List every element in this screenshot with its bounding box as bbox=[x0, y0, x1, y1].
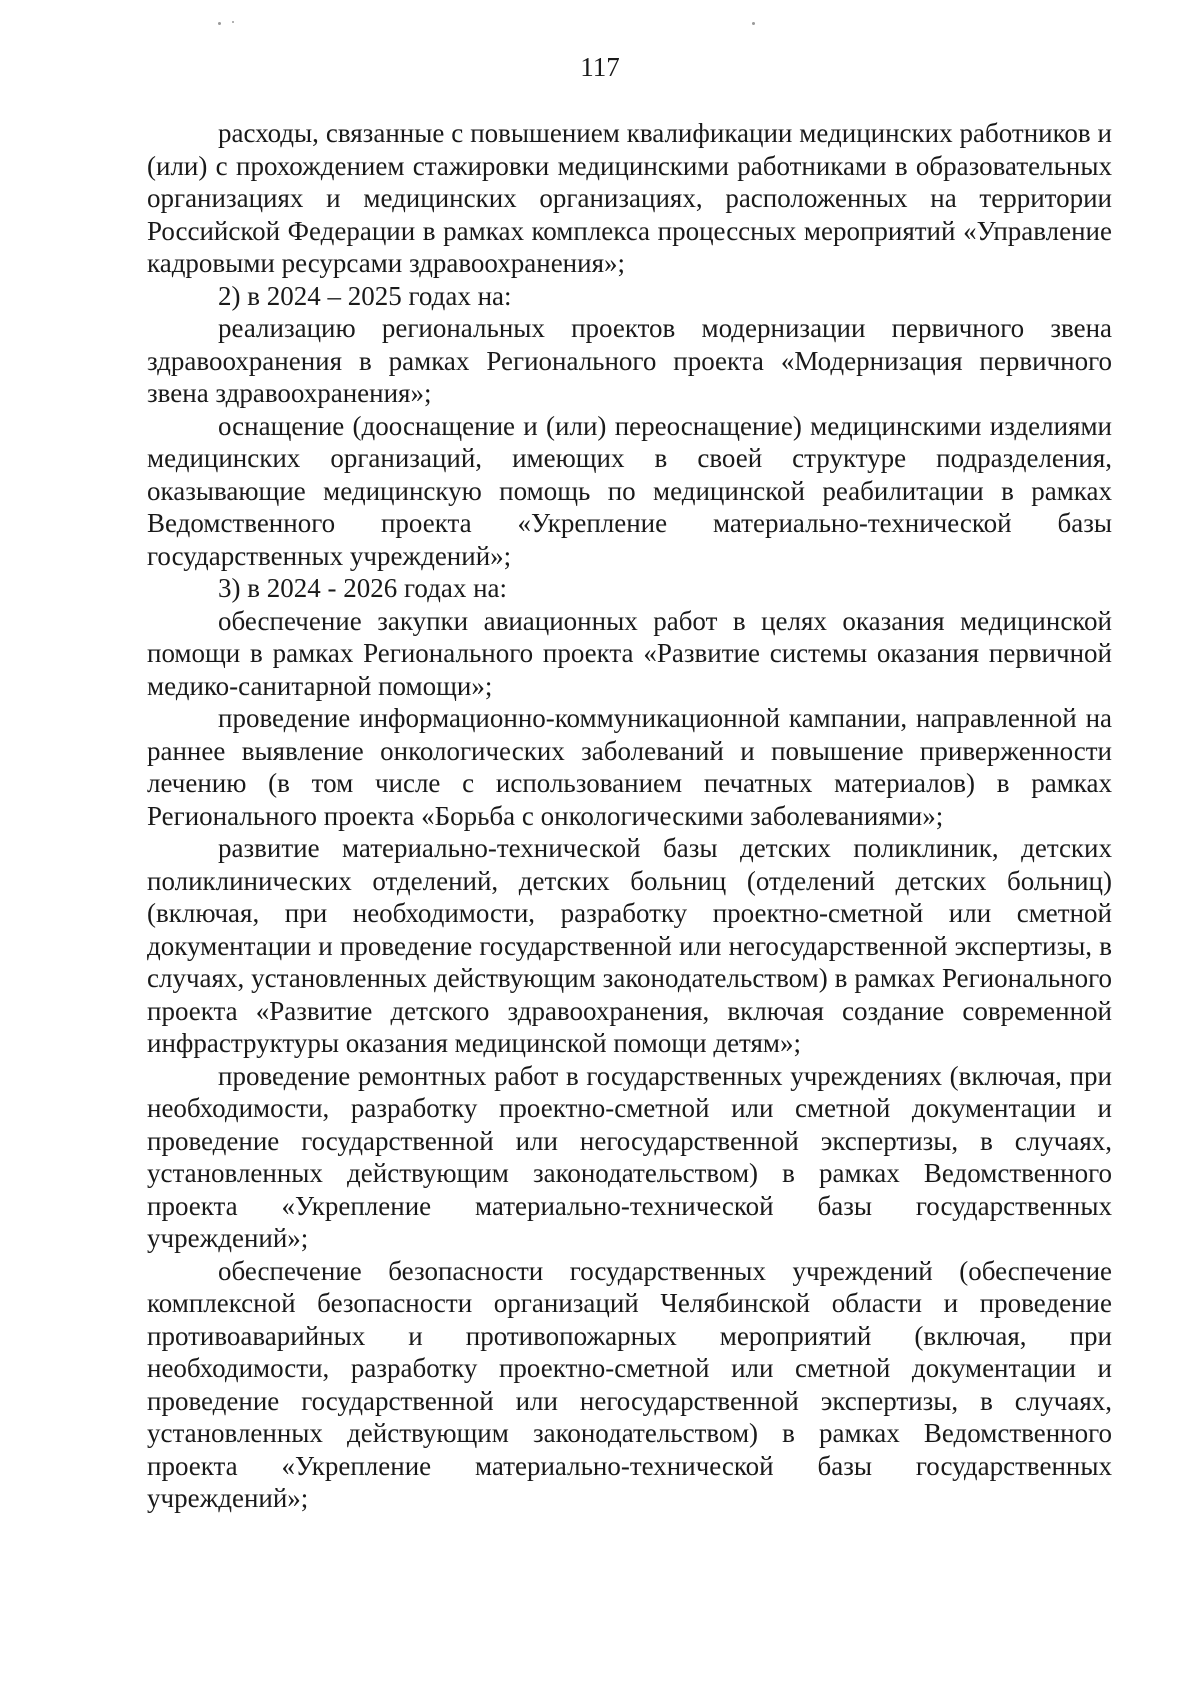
scan-artifact bbox=[218, 22, 221, 25]
scan-artifact bbox=[752, 22, 755, 25]
paragraph: расходы, связанные с повышением квалификации медицинских работников и (или) с прохождением стажировки медицинскими работниками в образовательных организациях и медицинских организациях, расположенных на территории Российской Федерации в рамках комплекса процессных мероприятий «Управление кадровыми ресурсами здравоохранения»; bbox=[147, 118, 1112, 278]
paragraph: развитие материально-технической базы детских поликлиник, детских поликлинических отделений, детских больниц (отделений детских больниц) (включая, при необходимости, разработку проектно-сметной или сметной документации и проведение государственной или негосударственной экспертизы, в случаях, установленных действующим законодательством) в рамках Регионального проекта «Развитие детского здравоохранения, включая создание современной инфраструктуры оказания медицинской помощи детям»; bbox=[147, 833, 1112, 1058]
page-number: 117 bbox=[580, 52, 620, 82]
paragraph: 2) в 2024 – 2025 годах на: bbox=[218, 280, 512, 311]
paragraph: обеспечение закупки авиационных работ в целях оказания медицинской помощи в рамках Регионального проекта «Развитие системы оказания первичной медико-санитарной помощи»; bbox=[147, 605, 1112, 701]
paragraph: проведение ремонтных работ в государственных учреждениях (включая, при необходимости, разработку проектно-сметной или сметной документации и проведение государственной или негосударственной экспертизы, в случаях, установленных действующим законодательством) в рамках Ведомственного проекта «Укрепление материально-технической базы государственных учреждений»; bbox=[147, 1060, 1112, 1253]
document-body bbox=[147, 117, 1112, 1515]
paragraph: обеспечение безопасности государственных учреждений (обеспечение комплексной безопасности организаций Челябинской области и проведение противоаварийных и противопожарных мероприятий (включая, при необходимости, разработку проектно-сметной или сметной документации и проведение государственной или негосударственной экспертизы, в случаях, установленных действующим законодательством) в рамках Ведомственного проекта «Укрепление материально-технической базы государственных учреждений»; bbox=[147, 1255, 1112, 1513]
paragraph: проведение информационно-коммуникационной кампании, направленной на раннее выявление онкологических заболеваний и повышение приверженности лечению (в том числе с использованием печатных материалов) в рамках Регионального проекта «Борьба с онкологическими заболеваниями»; bbox=[147, 703, 1112, 831]
paragraph: 3) в 2024 - 2026 годах на: bbox=[218, 573, 508, 603]
paragraph: реализацию региональных проектов модернизации первичного звена здравоохранения в рамках Регионального проекта «Модернизация первичного звена здравоохранения»; bbox=[147, 313, 1112, 408]
paragraph: оснащение (дооснащение и (или) переоснащение) медицинскими изделиями медицинских организаций, имеющих в своей структуре подразделения, оказывающие медицинскую помощь по медицинской реабилитации в рамках Ведомственного проекта «Укрепление материально-технической базы государственных учреждений»; bbox=[147, 410, 1112, 571]
scan-artifact bbox=[232, 21, 234, 23]
